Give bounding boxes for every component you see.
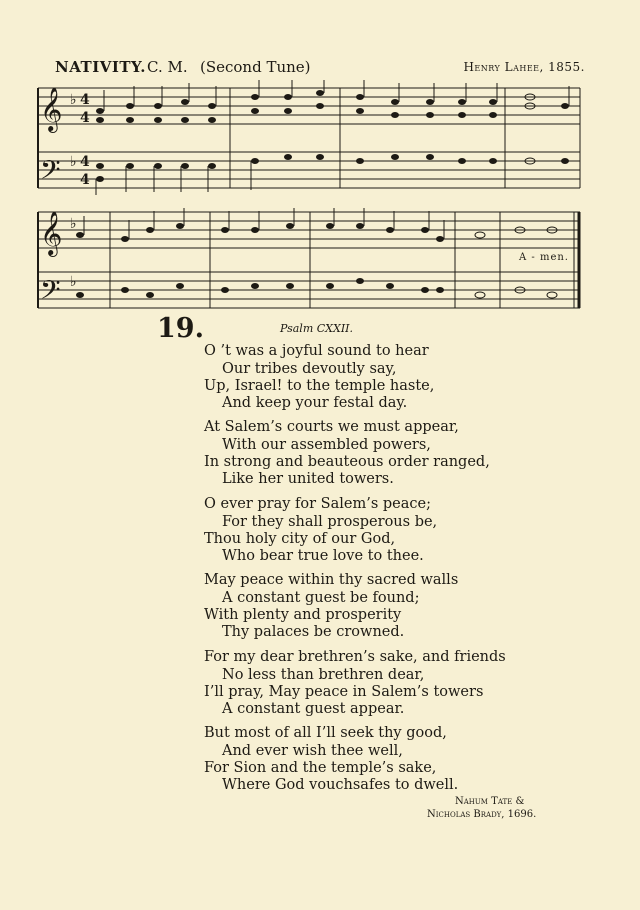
verse-line: Thy palaces be crowned.	[222, 624, 405, 640]
author-line-2: Nicholas Brady, 1696.	[427, 809, 537, 820]
verse-line: And ever wish thee well,	[222, 743, 403, 759]
author-line-1: Nahum Tate &	[455, 796, 525, 807]
hymn-number: 19.	[157, 313, 204, 344]
svg-text:♭: ♭	[70, 154, 77, 170]
psalm-reference: Psalm CXXII.	[280, 322, 354, 335]
tune-meter: C. M.	[147, 58, 188, 76]
tune-name: NATIVITY.	[55, 58, 147, 76]
notes	[76, 90, 569, 298]
svg-text:𝄞: 𝄞	[40, 211, 63, 255]
staff-lines	[38, 88, 580, 188]
svg-text:𝄢: 𝄢	[40, 154, 61, 192]
verse-line: May peace within thy sacred walls	[204, 572, 459, 588]
verse-line: A constant guest be found;	[222, 590, 420, 606]
svg-text:♭: ♭	[70, 92, 77, 108]
verse-line: I’ll pray, May peace in Salem’s towers	[204, 684, 484, 700]
verse-line: Up, Israel! to the temple haste,	[204, 378, 435, 394]
verse-line: With plenty and prosperity	[204, 607, 402, 623]
verse-line: A constant guest appear.	[222, 701, 405, 717]
music-score	[30, 80, 590, 310]
svg-text:4: 4	[80, 154, 90, 170]
verse-line: No less than brethren dear,	[222, 667, 425, 683]
svg-text:𝄢: 𝄢	[40, 274, 61, 310]
verse-line: For my dear brethren’s sake, and friends	[204, 649, 506, 665]
verse-line: Where God vouchsafes to dwell.	[222, 777, 459, 793]
staff-system-1	[38, 88, 580, 188]
clefs	[40, 87, 90, 310]
verse-line: For Sion and the temple’s sake,	[204, 760, 437, 776]
tune-subtitle: (Second Tune)	[200, 58, 311, 76]
verse-line: Our tribes devoutly say,	[222, 361, 397, 377]
verse-line: And keep your festal day.	[222, 395, 408, 411]
verse-line: But most of all I’ll seek thy good,	[204, 725, 447, 741]
staff-system-2	[38, 212, 580, 308]
svg-text:♭: ♭	[70, 216, 77, 232]
composer: Henry Lahee, 1855.	[463, 60, 585, 74]
svg-text:4: 4	[80, 110, 90, 126]
verse-line: Who bear true love to thee.	[222, 548, 424, 564]
svg-text:𝄞: 𝄞	[40, 87, 63, 131]
verse-line: In strong and beauteous order ranged,	[204, 454, 490, 470]
svg-text:4: 4	[80, 92, 90, 108]
verse-line: Thou holy city of our God,	[204, 531, 396, 547]
verse-line: With our assembled powers,	[222, 437, 431, 453]
verse-line: For they shall prosperous be,	[222, 514, 438, 530]
amen-lyric: A - men.	[519, 252, 569, 263]
verse-line: O ever pray for Salem’s peace;	[204, 496, 431, 512]
verse-line: O ’t was a joyful sound to hear	[204, 343, 429, 359]
verse-line: At Salem’s courts we must appear,	[204, 419, 459, 435]
svg-text:♭: ♭	[70, 274, 77, 290]
verse-line: Like her united towers.	[222, 471, 394, 487]
svg-text:4: 4	[80, 172, 90, 188]
tune-header	[55, 58, 585, 78]
